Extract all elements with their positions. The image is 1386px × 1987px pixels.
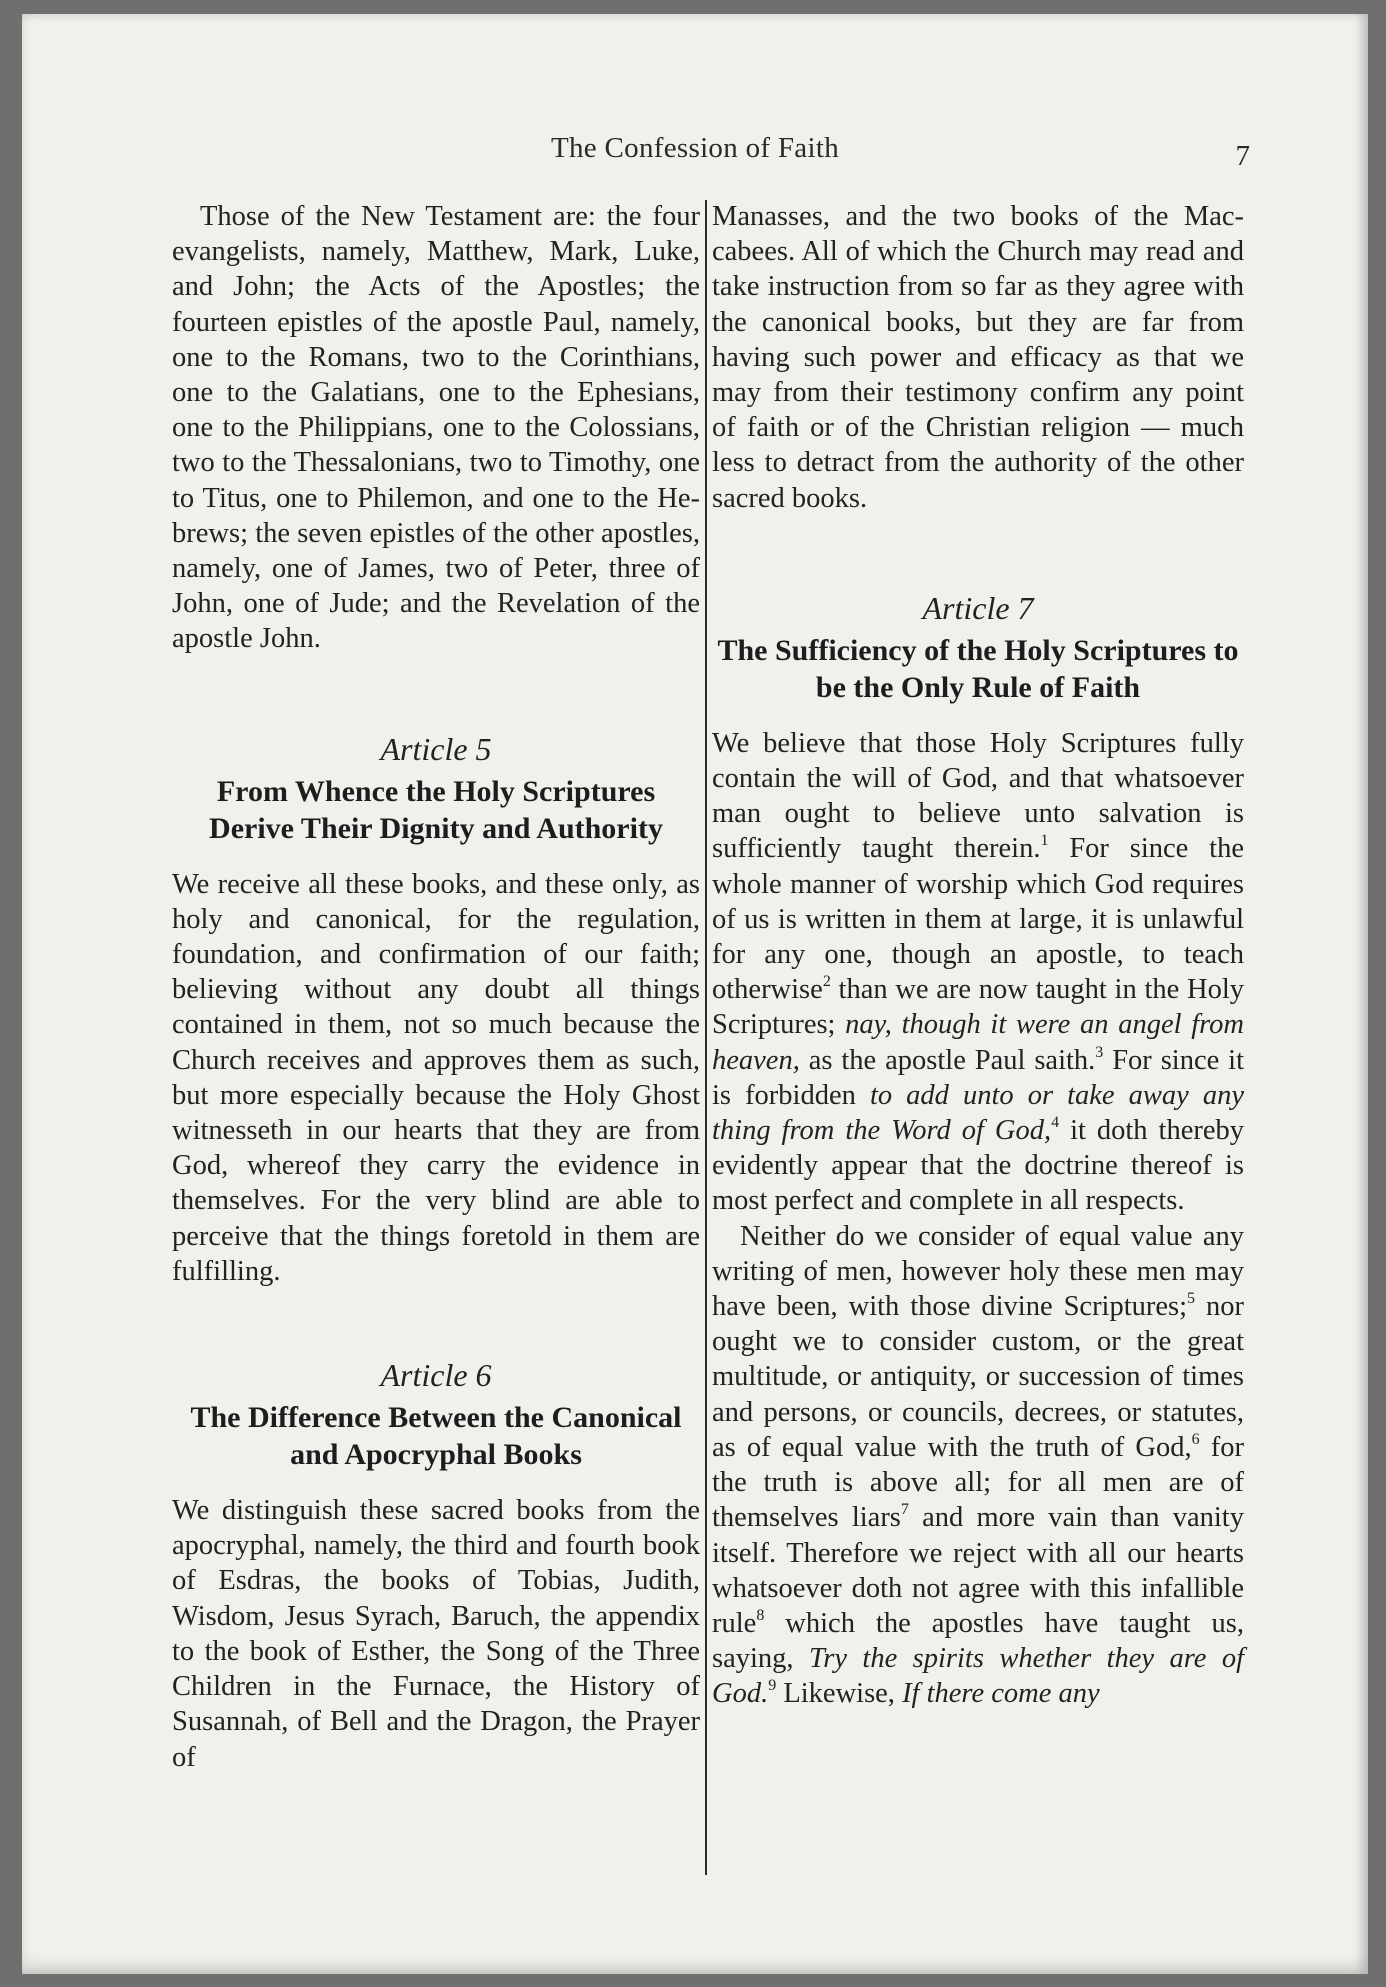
text-run: as the apostle Paul saith.: [799, 1044, 1096, 1076]
article-5-title: From Whence the Holy Scriptures Derive Their Dignity and Authority: [209, 774, 663, 845]
article-7-paragraph-1: [712, 726, 1244, 1219]
footnote-ref-2: 2: [822, 973, 831, 991]
text-run: and more vain than vanity itself. Therefore we reject with all our hearts whatsoever doth not agree with this infallible rule: [712, 1502, 1244, 1639]
article-6-title: The Difference Between the Canonical and Apocryphal Books: [190, 1401, 682, 1472]
footnote-ref-6: 6: [1191, 1430, 1200, 1448]
footnote-ref-8: 8: [756, 1606, 765, 1624]
text-run: For since it is forbidden: [712, 1044, 1244, 1111]
article-7-paragraph-2: [712, 1219, 1244, 1712]
left-column: [172, 199, 700, 1775]
article-7-label: Article 7: [922, 589, 1034, 626]
text-run: We believe that those Holy Scriptures fully contain the will of God, and that whatsoever man ought to believe unto salvation is sufficiently taught therein.: [712, 727, 1244, 865]
text-run: Likewise,: [776, 1678, 903, 1710]
new-testament-books-paragraph: Those of the New Testament are: the four evangelists, namely, Matthew, Mark, Luke, and John; the Acts of the Apostles; the fourteen epistles of the apostle Paul, namely, one to the Romans, two to the Corinthians, one to the Galatians, one to the Ephesians, one to the Philippians, one to the Colossians, two to the Thessalonians, two to Timothy, one to Titus, one to Philemon, and one to the Hebrews; the seven epistles of the other apostles, namely, one of James, two of Peter, three of John, one of Jude; and the Revelation of the apostle John.: [172, 201, 700, 655]
article-6-continuation: Manasses, and the two books of the Maccabees. All of which the Church may read and take instruction from so far as they agree with the canonical books, but they are far from having such power and efficacy as that we may from their testimony confirm any point of faith or of the Christian religion — much less to detract from the authority of the other sacred books.: [712, 201, 1244, 514]
italic-quote: If there come any: [902, 1678, 1100, 1710]
article-7-title: The Sufficiency of the Holy Scriptures to be the Only Rule of Faith: [717, 633, 1239, 704]
article-6-body: We distinguish these sacred books from the apocryphal, namely, the third and fourth book of Esdras, the books of Tobias, Judith, Wisdom, Jesus Syrach, Baruch, the appendix to the book of Esther, the Song of the Three Children in the Furnace, the History of Susannah, of Bell and the Dragon, the Prayer of: [172, 1495, 700, 1773]
footnote-ref-4: 4: [1051, 1114, 1060, 1132]
article-6-label: Article 6: [380, 1357, 492, 1394]
column-divider: [705, 200, 707, 1875]
italic-quote: Try the spirits whether they are of God.: [712, 1643, 1244, 1710]
text-run: than we are now taught in the Holy Scriptures;: [712, 974, 1244, 1041]
footnote-ref-7: 7: [900, 1501, 909, 1519]
text-run: it doth thereby evidently appear that the doctrine thereof is most perfect and complete in all respects.: [712, 1115, 1244, 1217]
footnote-ref-1: 1: [1040, 832, 1049, 850]
page-number: 7: [1235, 140, 1250, 172]
article-5-label: Article 5: [380, 730, 492, 767]
text-run: for the truth is above all; for all men are of themselves liars: [712, 1431, 1245, 1534]
book-page: [22, 14, 1368, 1974]
running-header-title: The Confession of Faith: [550, 132, 839, 164]
text-run: For since the whole manner of worship which God requires of us is written in them at large, it is unlawful for any one, though an apostle, to teach otherwise: [712, 833, 1244, 1006]
footnote-ref-3: 3: [1095, 1043, 1104, 1061]
italic-quote: nay, though it were an angel from heaven,: [712, 1009, 1244, 1076]
footnote-ref-5: 5: [1187, 1290, 1196, 1308]
italic-quote: to add unto or take away any thing from the Word of God,: [712, 1079, 1244, 1147]
text-run: Neither do we consider of equal value any writing of men, however holy these men may have been, with those divine Scriptures;: [712, 1220, 1244, 1323]
text-run: which the apostles have taught us, saying,: [712, 1607, 1244, 1675]
footnote-ref-9: 9: [768, 1677, 777, 1695]
article-5-body: We receive all these books, and these only, as holy and canonical, for the regulation, foundation, and confirmation of our faith; believing without any doubt all things contained in them, not so much because the Church receives and approves them as such, but more especially because the Holy Ghost witnesseth in our hearts that they are from God, whereof they carry the evidence in themselves. For the very blind are able to perceive that the things foretold in them are fulfilling.: [172, 868, 700, 1287]
text-run: nor ought we to consider custom, or the great multitude, or antiquity, or succession of times and persons, or councils, decrees, or statutes, as of equal value with the truth of God,: [712, 1291, 1244, 1463]
right-column: [712, 199, 1244, 1712]
